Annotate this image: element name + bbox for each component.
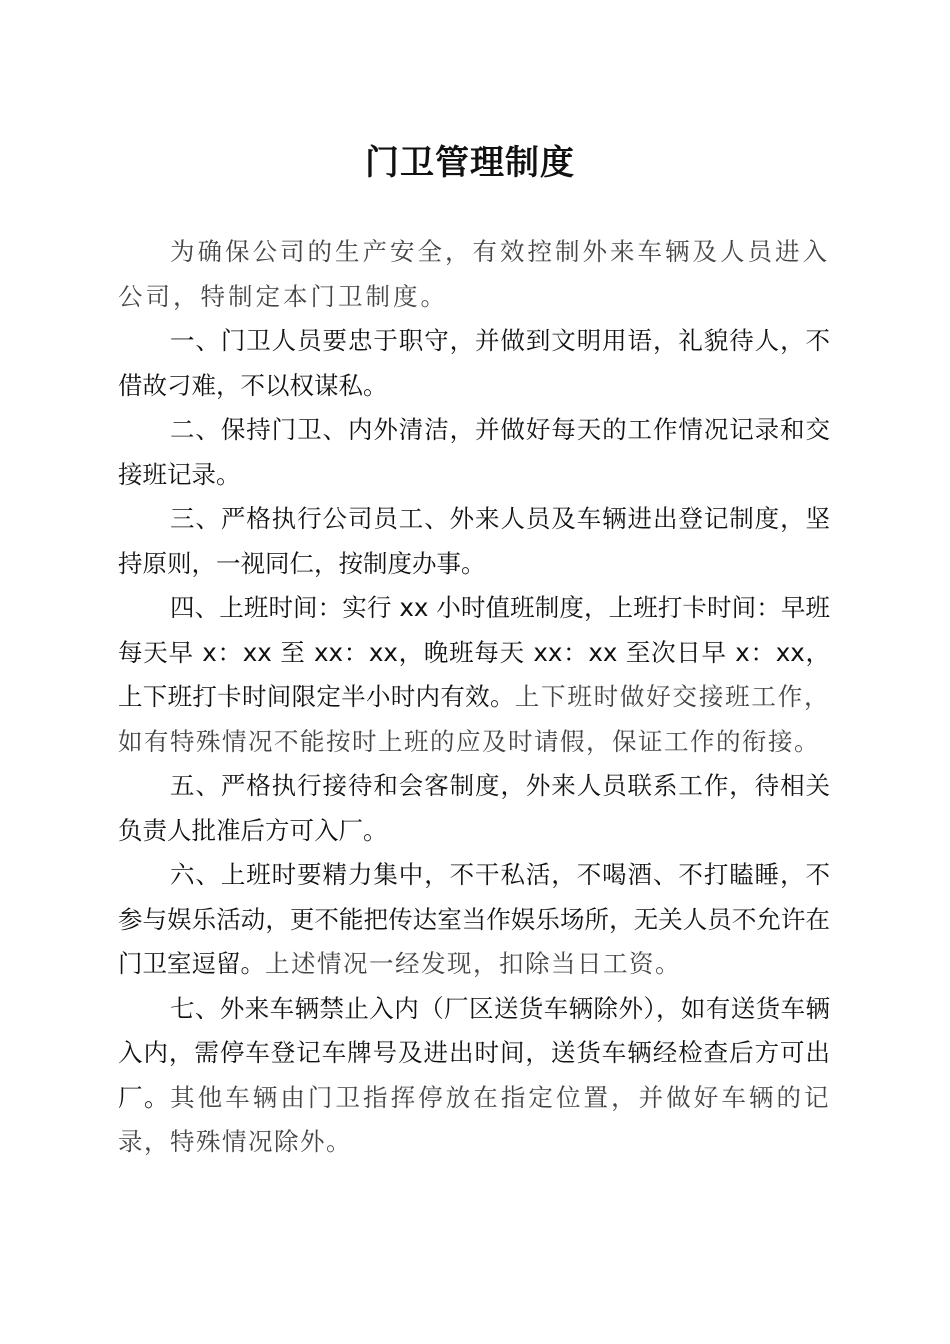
rule-text: 三、严格执行公司员工、外来人员及车辆进出登记制度，坚持原则，一视同仁，按制度办事。 xyxy=(118,504,830,578)
rule-paragraph-4 xyxy=(118,586,830,764)
rule-text: 七、外来车辆禁止入内（厂区送货车辆除外），如有送货车辆入内，需停车登记车牌号及进出时间，送货车辆经检查后方可出厂。 xyxy=(118,993,830,1112)
rule-paragraph-6 xyxy=(118,853,830,987)
rule-note: 上述情况一经发现，扣除当日工资。 xyxy=(265,949,681,978)
rule-paragraph-3 xyxy=(118,497,830,586)
rule-text: 四、上班时间：实行 xx 小时值班制度，上班打卡时间：早班每天早 x：xx 至 xx：xx，晚班每天 xx：xx 至次日早 x：xx，上下班打卡时间限定半小时内有效。 xyxy=(118,593,830,711)
rule-text: 二、保持门卫、内外清洁，并做好每天的工作情况记录和交接班记录。 xyxy=(118,415,830,489)
rule-text: 六、上班时要精力集中，不干私活，不喝酒、不打瞌睡，不参与娱乐活动，更不能把传达室当作娱乐场所，无关人员不允许在门卫室逗留。 xyxy=(118,860,830,978)
document-title: 门卫管理制度 xyxy=(365,143,575,183)
rule-text: 五、严格执行接待和会客制度，外来人员联系工作，待相关负责人批准后方可入厂。 xyxy=(118,771,830,845)
intro-paragraph: 为确保公司的生产安全，有效控制外来车辆及人员进入公司，特制定本门卫制度。 xyxy=(118,237,830,311)
rule-paragraph-5 xyxy=(118,764,830,853)
document-body xyxy=(118,230,830,1165)
rule-paragraph-2 xyxy=(118,408,830,497)
rule-note: 上下班时做好交接班工作，如有特殊情况不能按时上班的应及时请假，保证工作的衔接。 xyxy=(118,682,831,756)
rule-text: 一、门卫人员要忠于职守，并做到文明用语，礼貌待人，不借故刁难，不以权谋私。 xyxy=(118,326,830,400)
rule-paragraph-7 xyxy=(118,987,830,1165)
rule-paragraph-1 xyxy=(118,319,830,408)
rule-note: 其他车辆由门卫指挥停放在指定位置，并做好车辆的记录，特殊情况除外。 xyxy=(118,1082,831,1156)
